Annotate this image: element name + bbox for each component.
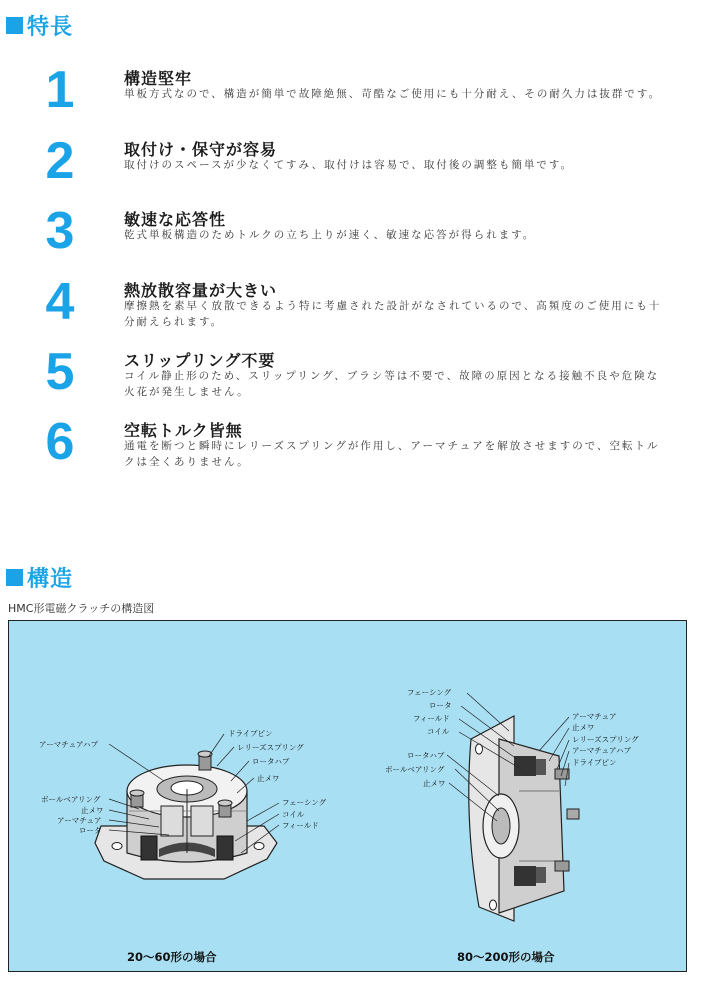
label-armature-hub-r: アーマチュアハブ xyxy=(572,746,631,755)
left-clutch-illustration xyxy=(95,751,277,879)
label-armature-hub: アーマチュアハブ xyxy=(39,740,98,749)
label-release-spring: レリーズスプリング xyxy=(237,743,304,752)
structure-heading-text: 構造 xyxy=(27,567,74,592)
feature-number: 5 xyxy=(45,343,75,401)
feature-number: 4 xyxy=(45,273,75,331)
feature-description: 通電を断つと瞬時にレリーズスプリングが作用し、アーマチュアを解放させますので、空転トルクは全くありません。 xyxy=(124,440,660,468)
feature-title: 空転トルク皆無 xyxy=(124,421,243,440)
label-stop-ring-2: 止メワ xyxy=(81,806,104,815)
feature-item-5 xyxy=(38,343,668,412)
label-facing-r: フェーシング xyxy=(407,688,452,697)
label-rotor: ロータ xyxy=(79,826,102,835)
label-coil-r: コイル xyxy=(427,727,450,736)
feature-description: コイル静止形のため、スリップリング、ブラシ等は不要で、故障の原因となる接触不良や危険な火花が発生しません。 xyxy=(124,370,660,398)
label-stop-ring-2-r: 止メワ xyxy=(572,723,595,732)
label-rotor-hub: ロータハブ xyxy=(252,757,290,766)
feature-title: スリップリング不要 xyxy=(124,351,276,370)
feature-title: 熱放散容量が大きい xyxy=(124,281,278,300)
feature-description: 取付けのスペースが少なくてすみ、取付けは容易で、取付後の調整も簡単です。 xyxy=(124,159,574,171)
feature-title: 敏速な応答性 xyxy=(124,210,227,229)
label-stop-ring-r: 止メワ xyxy=(423,779,446,788)
feature-number: 3 xyxy=(45,202,75,260)
feature-number: 2 xyxy=(45,132,75,190)
feature-item-6 xyxy=(38,413,668,482)
label-field-r: フィールド xyxy=(413,714,450,723)
label-ball-bearing-r: ボールベアリング xyxy=(385,765,445,774)
label-armature-r: アーマチュア xyxy=(572,712,617,721)
feature-title: 取付け・保守が容易 xyxy=(124,140,278,159)
heading-square-icon xyxy=(6,569,23,586)
label-drive-pin: ドライブピン xyxy=(228,729,273,738)
label-rotor-hub-r: ロータハブ xyxy=(407,751,445,760)
feature-number: 1 xyxy=(45,61,75,119)
feature-number: 6 xyxy=(45,413,75,471)
label-coil: コイル xyxy=(282,810,305,819)
feature-item-1 xyxy=(38,61,668,130)
feature-description: 単板方式なので、構造が簡単で故障絶無、苛酷なご使用にも十分耐え、その耐久力は抜群です。 xyxy=(124,88,662,100)
label-drive-pin-r: ドライブピン xyxy=(572,758,617,767)
label-field: フィールド xyxy=(282,821,319,830)
feature-title: 構造堅牢 xyxy=(124,69,193,88)
feature-item-2 xyxy=(38,132,668,201)
feature-description: 摩擦熱を素早く放散できるよう特に考慮された設計がなされているので、高頻度のご使用にも十分耐えられます。 xyxy=(124,300,662,328)
heading-square-icon xyxy=(6,17,23,34)
feature-description: 乾式単板構造のためトルクの立ち上りが速く、敏速な応答が得られます。 xyxy=(124,229,536,241)
structure-diagram-svg xyxy=(9,621,688,973)
diagram-caption: HMC形電磁クラッチの構造図 xyxy=(8,602,155,615)
label-ball-bearing: ボールベアリング xyxy=(41,795,101,804)
feature-item-3 xyxy=(38,202,668,271)
left-diagram-caption: 20～60形の場合 xyxy=(127,950,217,964)
label-stop-ring: 止メワ xyxy=(257,774,280,783)
feature-item-4 xyxy=(38,273,668,342)
right-clutch-illustration xyxy=(469,716,579,921)
label-release-spring-r: レリーズスプリング xyxy=(572,735,639,744)
features-heading-text: 特長 xyxy=(27,15,74,40)
label-armature: アーマチュア xyxy=(57,816,102,825)
structure-diagram-panel xyxy=(8,620,687,972)
label-rotor-r: ロータ xyxy=(429,701,452,710)
features-heading xyxy=(6,10,73,41)
label-facing: フェーシング xyxy=(282,798,327,807)
structure-heading xyxy=(6,562,73,593)
right-diagram-caption: 80～200形の場合 xyxy=(457,950,555,964)
